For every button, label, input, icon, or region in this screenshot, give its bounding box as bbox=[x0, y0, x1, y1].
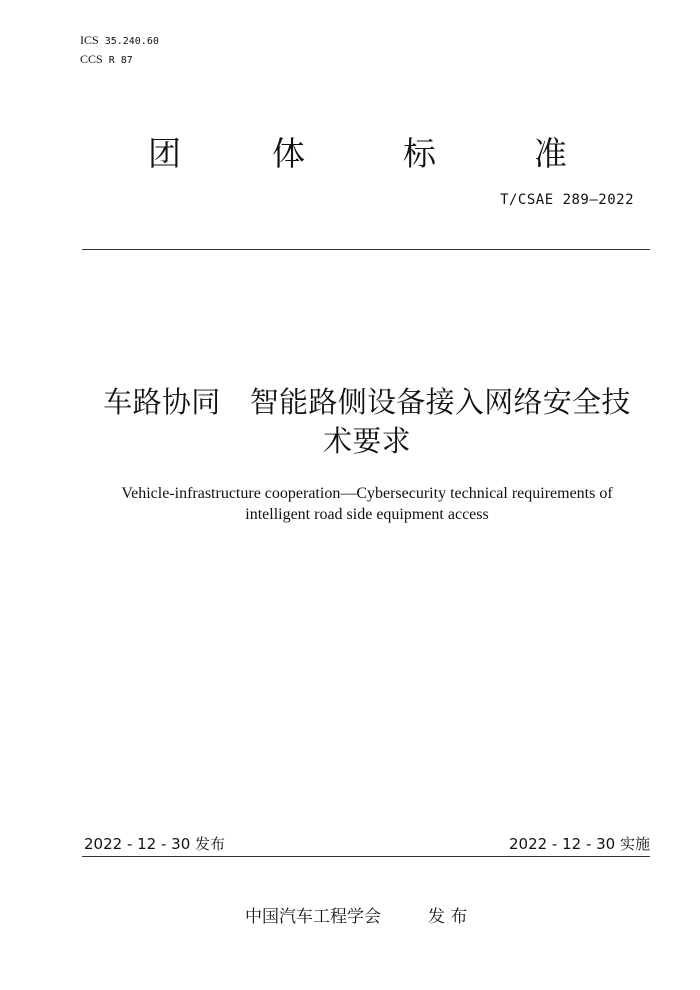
chinese-title-line-1: 车路协同 智能路侧设备接入网络安全技 bbox=[103, 385, 631, 419]
english-title-line-2: intelligent road side equipment access bbox=[245, 506, 489, 523]
english-title-line-1: Vehicle-infrastructure cooperation—Cybersecurity technical requirements of bbox=[121, 485, 613, 502]
standard-type-char-3: 标 bbox=[403, 134, 436, 173]
standard-type-char-4: 准 bbox=[534, 134, 567, 173]
chinese-title-line-2: 术要求 bbox=[323, 424, 411, 458]
top-divider bbox=[82, 249, 650, 250]
ics-label: ICS bbox=[80, 33, 99, 47]
standard-type-char-1: 团 bbox=[148, 134, 181, 173]
issuer-action: 发 布 bbox=[428, 907, 468, 927]
standard-type-char-2: 体 bbox=[272, 134, 305, 173]
standard-code: T/CSAE 289—2022 bbox=[500, 192, 634, 208]
ics-code bbox=[80, 33, 159, 49]
ccs-label: CCS bbox=[80, 52, 103, 66]
bottom-divider bbox=[82, 856, 650, 857]
english-title bbox=[60, 483, 674, 525]
ccs-value: R 87 bbox=[108, 55, 133, 66]
ccs-code bbox=[80, 52, 133, 68]
implementation-date: 2022 - 12 - 30 实施 bbox=[508, 835, 650, 853]
issuing-organization: 中国汽车工程学会 bbox=[245, 907, 381, 927]
chinese-title bbox=[60, 383, 674, 461]
release-date: 2022 - 12 - 30 发布 bbox=[84, 835, 226, 853]
ics-value: 35.240.60 bbox=[104, 36, 159, 47]
